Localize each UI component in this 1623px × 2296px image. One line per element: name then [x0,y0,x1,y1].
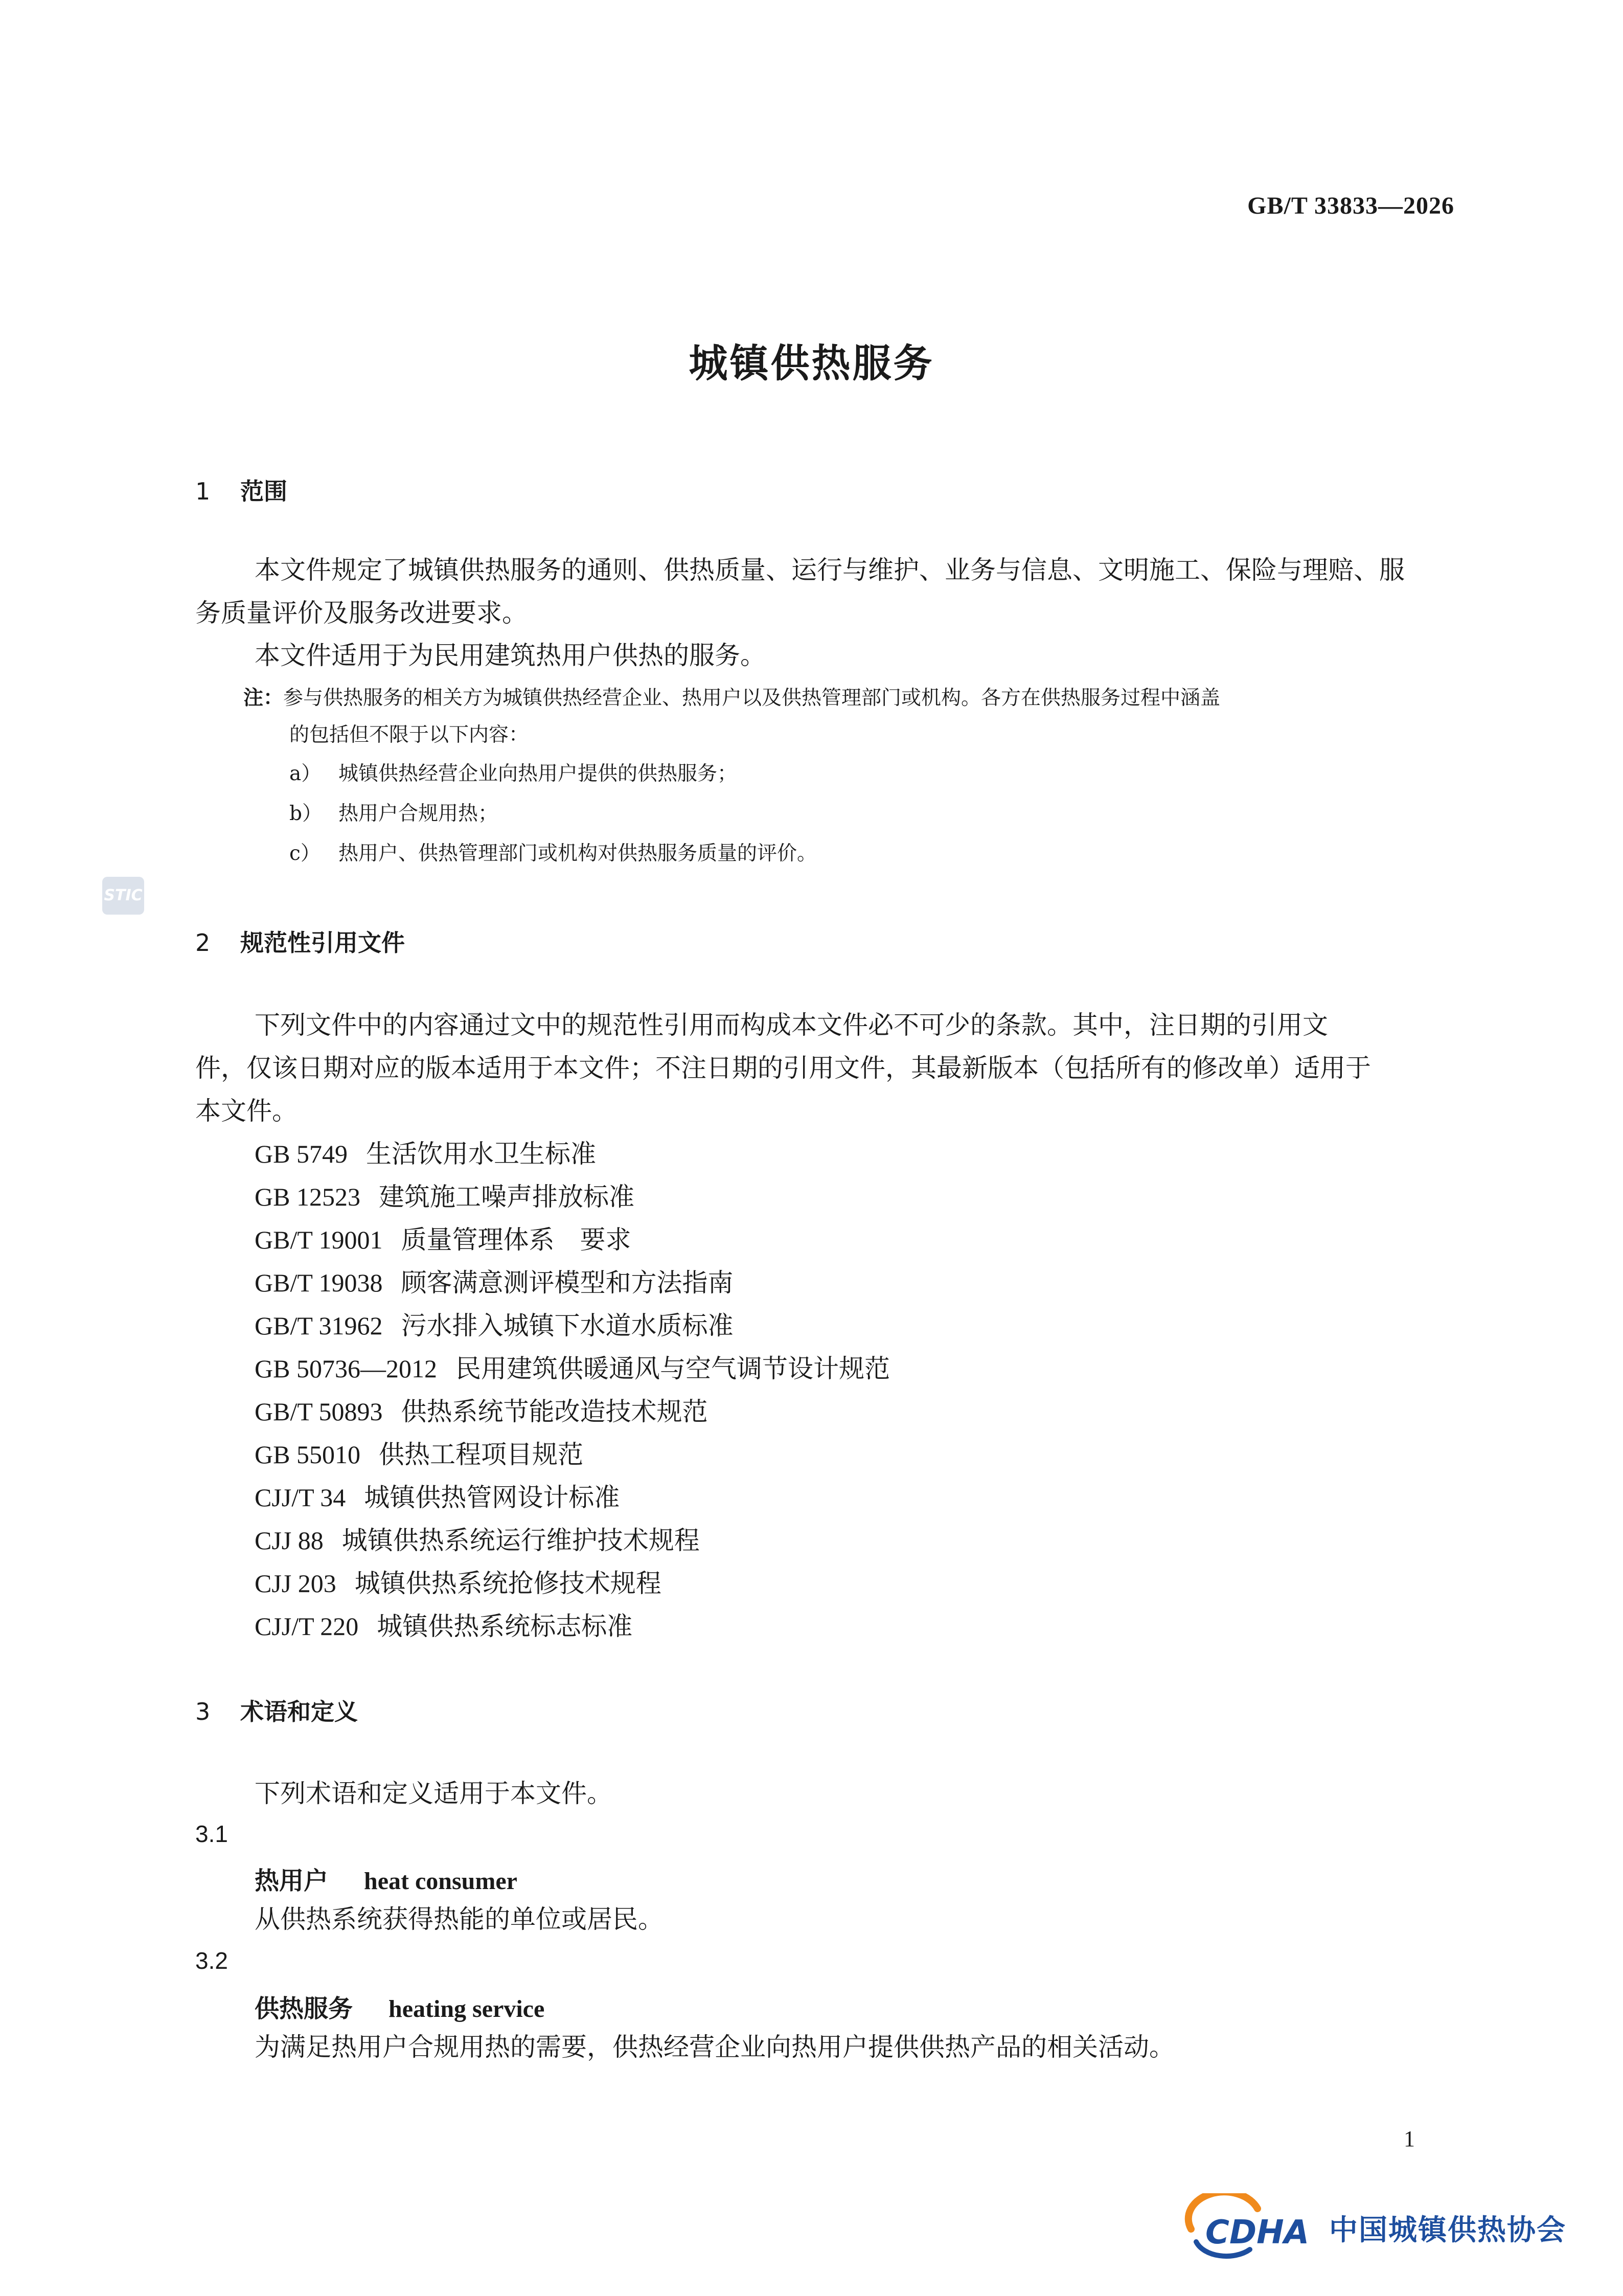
note-item-text: 城镇供热经营企业向热用户提供的供热服务； [338,762,738,785]
note-text-continued: 的包括但不限于以下内容： [289,723,529,746]
term-definition: 从供热系统获得热能的单位或居民。 [255,1904,664,1934]
note-item-text: 热用户合规用热； [338,802,498,825]
section-title: 术语和定义 [240,1698,358,1725]
section-title: 范围 [240,478,287,505]
reference-item [255,1304,734,1347]
section-2-heading [195,924,405,958]
note-item-text: 热用户、供热管理部门或机构对供热服务质量的评价。 [338,842,817,865]
note-item [289,756,737,792]
section-title: 规范性引用文件 [240,929,405,957]
reference-title: 城镇供热系统标志标准 [377,1611,633,1641]
term-number: 3.1 [195,1821,228,1847]
reference-code: GB 55010 [255,1440,360,1469]
scope-paragraph-line-1: 本文件规定了城镇供热服务的通则、供热质量、运行与维护、业务与信息、文明施工、保险与理赔、服 [255,555,1405,585]
reference-item [255,1218,631,1261]
reference-title: 民用建筑供暖通风与空气调节设计规范 [455,1354,890,1383]
logo-org-name: 中国城镇供热协会 [1329,2214,1566,2247]
reference-title: 顾客满意测评模型和方法指南 [401,1268,734,1298]
reference-item [255,1433,583,1476]
section-number: 2 [195,929,211,957]
page-number: 1 [1404,2126,1415,2151]
reference-code: CJJ 203 [255,1569,336,1598]
reference-title: 供热系统节能改造技术规范 [401,1397,708,1426]
reference-code: CJJ/T 220 [255,1612,359,1641]
term-en: heating service [388,1995,545,2022]
stic-watermark: STIC [102,877,144,915]
reference-code: GB 50736—2012 [255,1354,437,1383]
term-name [255,1861,517,1896]
reference-item [255,1347,890,1390]
terms-intro: 下列术语和定义适用于本文件。 [255,1779,612,1808]
cdha-logo [1181,2193,1600,2265]
refs-intro-line-1: 下列文件中的内容通过文中的规范性引用而构成本文件必不可少的条款。其中，注日期的引用文 [255,1010,1328,1040]
reference-title: 质量管理体系 要求 [401,1225,631,1255]
note-text: 参与供热服务的相关方为城镇供热经营企业、热用户以及供热管理部门或机构。各方在供热服务过程中涵盖 [283,687,1221,710]
reference-item [255,1476,620,1519]
reference-title: 城镇供热管网设计标准 [364,1483,620,1512]
reference-code: CJJ/T 34 [255,1483,346,1512]
section-3-heading [195,1693,358,1727]
section-number: 1 [195,478,211,505]
refs-intro-line-3: 本文件。 [195,1096,298,1126]
reference-item [255,1175,634,1218]
reference-item [255,1261,734,1304]
refs-intro-line-2: 件，仅该日期对应的版本适用于本文件；不注日期的引用文件，其最新版本（包括所有的修改单）适用于 [195,1053,1371,1083]
term-zh: 供热服务 [255,1994,353,2023]
reference-item [255,1132,596,1175]
scope-note [243,680,1460,717]
section-number: 3 [195,1698,211,1725]
reference-code: CJJ 88 [255,1526,324,1555]
reference-title: 建筑施工噪声排放标准 [378,1182,634,1212]
note-item-marker: b） [289,802,322,825]
scope-applicability: 本文件适用于为民用建筑热用户供热的服务。 [255,641,766,670]
note-label: 注： [243,687,284,710]
term-en: heat consumer [364,1868,517,1895]
reference-code: GB/T 19001 [255,1225,383,1254]
reference-item [255,1390,708,1433]
note-item-marker: a） [289,762,322,785]
term-number: 3.2 [195,1947,228,1974]
scope-paragraph-line-2: 务质量评价及服务改进要求。 [195,598,528,628]
reference-item [255,1519,700,1562]
reference-code: GB/T 50893 [255,1397,383,1426]
term-zh: 热用户 [255,1867,329,1895]
term-name [255,1989,544,2024]
note-item [289,795,498,832]
reference-title: 城镇供热系统运行维护技术规程 [341,1526,700,1555]
reference-code: GB 5749 [255,1140,348,1168]
reference-title: 城镇供热系统抢修技术规程 [354,1568,661,1598]
reference-title: 污水排入城镇下水道水质标准 [401,1311,734,1340]
logo-mark-text: CDHA [1205,2214,1310,2252]
standard-code: GB/T 33833—2026 [1247,192,1454,219]
note-item-marker: c） [289,842,321,865]
reference-code: GB/T 31962 [255,1311,383,1340]
document-title: 城镇供热服务 [689,340,934,386]
note-item [289,835,817,872]
reference-item [255,1605,632,1648]
cdha-logo-mark [1181,2193,1329,2265]
section-1-heading [195,473,287,507]
term-definition: 为满足热用户合规用热的需要，供热经营企业向热用户提供供热产品的相关活动。 [255,2032,1175,2062]
reference-item [255,1562,661,1605]
reference-code: GB/T 19038 [255,1268,383,1297]
reference-code: GB 12523 [255,1183,360,1211]
reference-title: 供热工程项目规范 [378,1440,583,1469]
reference-title: 生活饮用水卫生标准 [365,1139,596,1169]
